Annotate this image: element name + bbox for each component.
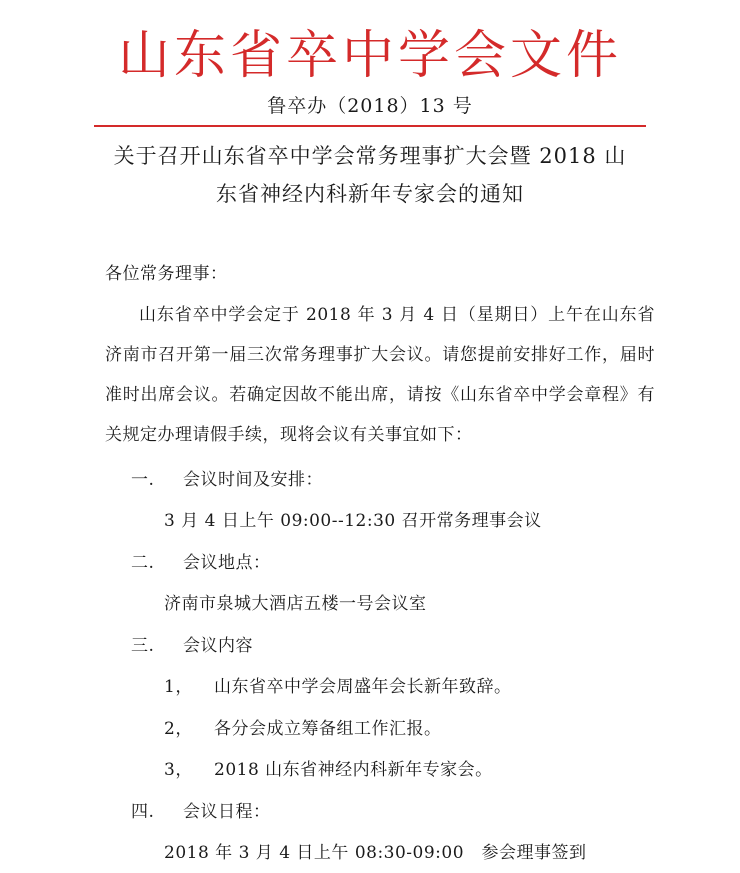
section-heading-4: [131, 792, 271, 832]
section-title-2: 会议地点：: [183, 553, 271, 573]
list-item: [164, 667, 512, 707]
section-heading-2: [131, 543, 271, 583]
notice-title-line-2: 东省神经内科新年专家会的通知: [216, 182, 524, 206]
section-number-1: 一.: [131, 470, 155, 490]
list-item-text: 各分会成立筹备组工作汇报。: [214, 719, 442, 739]
list-item-number: 3，: [164, 760, 193, 780]
notice-title-line-1: 关于召开山东省卒中学会常务理事扩大会暨 2018 山: [113, 144, 627, 168]
list-item-text: 山东省卒中学会周盛年会长新年致辞。: [214, 677, 512, 697]
section-number-3: 三.: [131, 636, 155, 656]
list-item-number: 2，: [164, 719, 193, 739]
intro-paragraph: 山东省卒中学会定于 2018 年 3 月 4 日（星期日）上午在山东省济南市召开第一届三次常务理事扩大会议。请您提前安排好工作，届时准时出席会议。若确定因故不能出席，请按《山东省卒中学会章程》有关规定办理请假手续，现将会议有关事宜如下：: [105, 305, 655, 445]
section-content-4: 2018 年 3 月 4 日上午 08:30-09:00 参会理事签到: [164, 843, 587, 863]
document-number: 鲁卒办（2018）13 号: [267, 95, 473, 117]
section-title-4: 会议日程：: [183, 802, 271, 822]
header-red-rule: [94, 125, 646, 127]
section-heading-3: [131, 626, 253, 666]
list-item-number: 1，: [164, 677, 193, 697]
section-number-2: 二.: [131, 553, 155, 573]
list-item: [164, 750, 493, 790]
list-item-text: 2018 山东省神经内科新年专家会。: [214, 760, 493, 780]
section-content-1: 3 月 4 日上午 09:00--12:30 召开常务理事会议: [164, 511, 542, 531]
document-header-title: 山东省卒中学会文件: [117, 26, 622, 86]
list-item: [164, 709, 442, 749]
salutation: 各位常务理事：: [105, 264, 228, 284]
section-title-1: 会议时间及安排：: [183, 470, 323, 490]
section-heading-1: [131, 460, 323, 500]
notice-title: [60, 137, 680, 213]
section-content-2: 济南市泉城大酒店五楼一号会议室: [164, 594, 427, 614]
section-number-4: 四.: [131, 802, 155, 822]
section-title-3: 会议内容: [183, 636, 253, 656]
